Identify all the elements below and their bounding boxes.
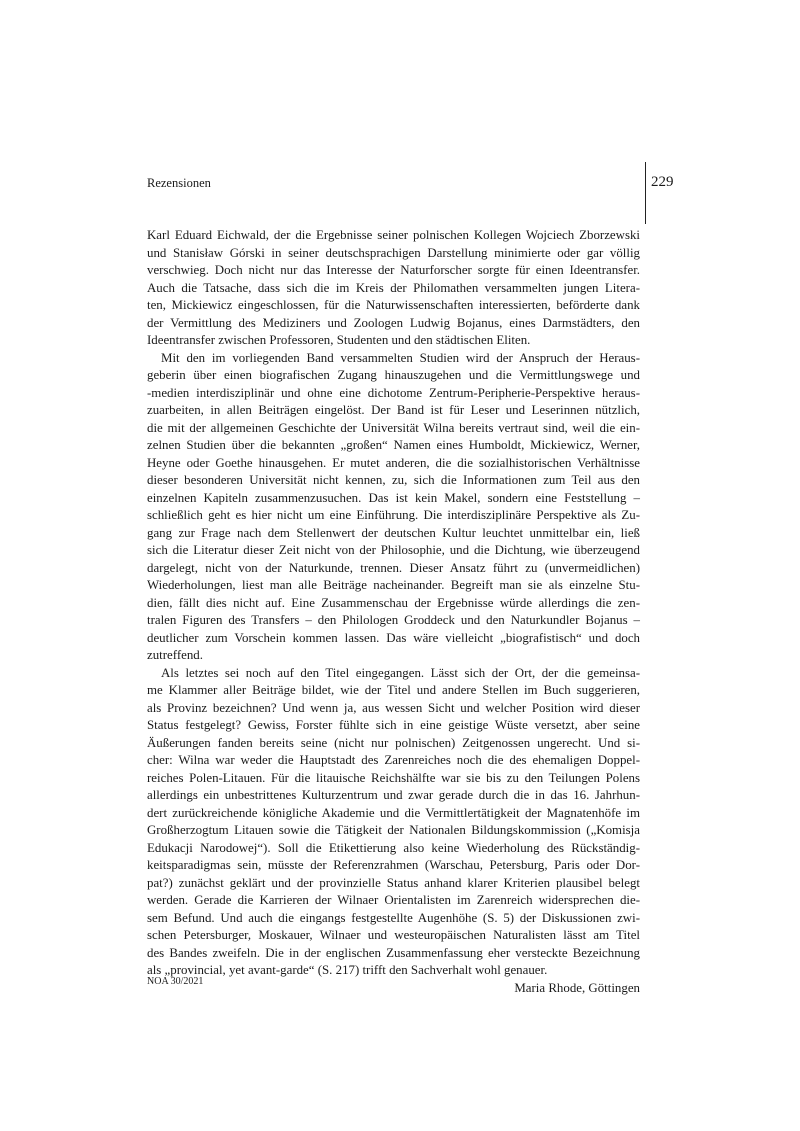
review-body-text — [147, 227, 640, 997]
text-line: Wiederholungen, liest man alle Beiträge nacheinander. Begreift man sie als einzelne Stu- — [147, 578, 640, 592]
text-line: einzelnen Kapiteln zusammenzusuchen. Das ist kein Makel, sondern eine Feststellung – — [147, 490, 640, 505]
text-line: dert zurückreichende königliche Akademie und die Vermittlertätigkeit der Magnatenhöfe im — [147, 805, 640, 820]
text-line: verschwieg. Doch nicht nur das Interesse der Naturforscher sorgte für einen Ideentransfer. — [147, 263, 640, 277]
journal-footer: NOA 30/2021 — [147, 976, 204, 987]
text-line: sich die Literatur dieser Zeit nicht von der Philosophie, und die Dichtung, wie überzeugend — [147, 543, 640, 557]
text-line: cher: Wilna war weder die Hauptstadt des Zarenreiches noch die des ehemaligen Doppel- — [147, 753, 640, 767]
text-line: allerdings ein unbestrittenes Kulturzentrum und zwar gerade durch die in das 16. Jahrhun- — [147, 788, 640, 802]
text-line: Mit den im vorliegenden Band versammelten Studien wird der Anspruch der Heraus- — [161, 350, 640, 365]
text-line: die mit der allgemeinen Geschichte der Universität Wilna bereits vertraut sind, weil die ein- — [147, 420, 640, 435]
text-line: Edukacji Narodowej“). Soll die Etikettierung also keine Wiederholung des Rückständig- — [147, 840, 640, 855]
text-line: sem Befund. Und auch die eingangs festgestellte Augenhöhe (S. 5) der Diskussionen zwi- — [147, 910, 640, 925]
text-line: als Provinz bezeichnen? Und wenn ja, aus wessen Sicht und welcher Position wird dieser — [147, 700, 640, 715]
text-line: deutlicher zum Vorschein kommen lassen. Das wäre vielleicht „biografistisch“ und doch — [147, 630, 640, 645]
text-line: zelnen Studien über die bekannten „großen“ Namen eines Humboldt, Mickiewicz, Werner, — [147, 438, 640, 452]
text-line: und Stanisław Górski in seiner deutschsprachigen Darstellung minimierte oder gar völlig — [147, 245, 640, 260]
text-line: dien, fällt dies nicht auf. Eine Zusammenschau der Ergebnisse würde allerdings die zen- — [147, 595, 640, 610]
text-line: pat?) zunächst geklärt und der provinzielle Status anhand klarer Kriterien plausibel belegt — [147, 875, 640, 890]
text-line: me Klammer aller Beiträge bildet, wie der Titel und andere Stellen im Buch suggerieren, — [147, 683, 640, 697]
text-line: Auch die Tatsache, dass sich die im Kreis der Philomathen versammelten jungen Litera- — [147, 280, 640, 295]
text-line: als „provincial, yet avant-garde“ (S. 217) trifft den Sachverhalt wohl genauer. — [147, 963, 548, 977]
text-line: Äußerungen fanden bereits seine (nicht nur polnischen) Zeitgenossen ungerecht. Und si- — [147, 735, 640, 750]
text-line: keitsparadigmas sein, müsste der Referenzrahmen (Warschau, Petersburg, Paris oder Dor- — [147, 858, 640, 872]
text-line: dargelegt, nicht von der Naturkunde, trennen. Dieser Ansatz führt zu (unvermeidlichen) — [147, 560, 640, 575]
text-line: Heyne oder Goethe hinausgehen. Er mutet anderen, die die sozialhistorischen Verhältnisse — [147, 455, 640, 470]
text-line: schen Petersburger, Moskauer, Wilnaer und westeuropäischen Naturalisten lässt am Titel — [147, 928, 640, 942]
text-line: Als letztes sei noch auf den Titel eingegangen. Lässt sich der Ort, der die gemeinsa- — [161, 665, 640, 680]
text-line: zuarbeiten, in allen Beiträgen eingelöst. Der Band ist für Leser und Leserinnen nützlich, — [147, 403, 640, 417]
text-line: Ideentransfer zwischen Professoren, Studenten und den städtischen Eliten. — [147, 333, 531, 347]
page-number: 229 — [651, 174, 674, 190]
text-line: reiches Polen-Litauen. Für die litauische Reichshälfte war sie bis zu den Teilungen Polens — [147, 770, 640, 785]
review-author-signature: Maria Rhode, Göttingen — [514, 980, 640, 995]
text-line: ten, Mickiewicz eingeschlossen, für die Naturwissenschaften interessierten, beförderte dank — [147, 298, 640, 312]
text-line: schließlich geht es hier nicht um eine Einführung. Die interdisziplinäre Perspektive als Zu- — [147, 508, 640, 522]
running-head-title: Rezensionen — [147, 176, 211, 190]
text-line: der Vermittlung des Mediziners und Zoologen Ludwig Bojanus, eines Darmstädters, den — [147, 315, 640, 330]
text-line: Großherzogtum Litauen sowie die Tätigkeit der Nationalen Bildungskommission („Komisja — [147, 823, 640, 837]
text-line: -medien interdisziplinär und ohne eine dichotome Zentrum-Peripherie-Perspektive heraus- — [147, 385, 640, 400]
text-line: zutreffend. — [147, 648, 203, 662]
page-number-rule — [645, 162, 646, 224]
text-line: tralen Figuren des Transfers – den Philologen Groddeck und den Naturkundler Bojanus – — [147, 613, 640, 627]
text-line: geberin über einen biografischen Zugang hinauszugehen und die Vermittlungswege und — [147, 368, 640, 382]
text-line: des Bandes zweifeln. Die in der englischen Zusammenfassung eher versteckte Bezeichnung — [147, 945, 640, 960]
text-line: gang zur Frage nach dem Stellenwert der deutschen Kultur leuchtet unmittelbar ein, ließ — [147, 525, 640, 540]
text-line: werden. Gerade die Karrieren der Wilnaer Orientalisten im Zarenreich widersprechen die- — [147, 893, 640, 907]
text-line: Status festgelegt? Gewiss, Forster fühlte sich in eine geistige Wüste versetzt, aber seine — [147, 718, 640, 732]
text-line: Karl Eduard Eichwald, der die Ergebnisse seiner polnischen Kollegen Wojciech Zborzewski — [147, 228, 640, 242]
text-line: dieser besonderen Universität nicht kennen, zu, sich die Informationen zum Teil aus den — [147, 473, 640, 487]
